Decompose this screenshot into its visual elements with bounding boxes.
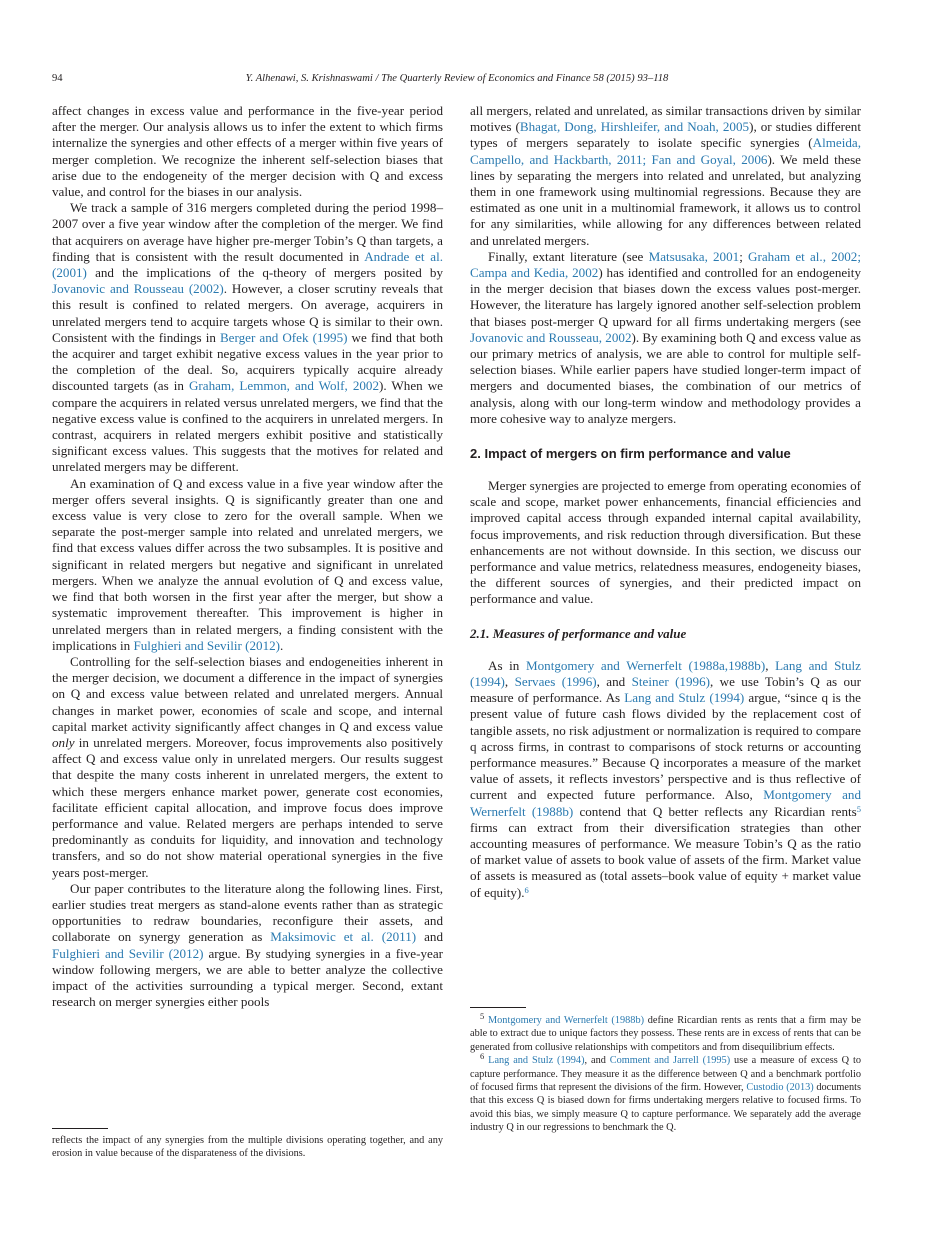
subsection-heading: 2.1. Measures of performance and value xyxy=(470,625,687,641)
text-run: use a measure of excess Q to capture performance. They measure it as the difference between Q and a benchmark portfolio of focused firms that represent the divisions of the firm. However, xyxy=(470,1055,861,1094)
text-run: and the implications of the q-theory of mergers posited by xyxy=(86,265,443,281)
text-run: Our paper contributes to the literature along the following lines. First, earlier studies treat mergers as stand-alone events rather than as strategic opportunities to redraw boundaries, reconfigure their assets, and collaborate on synergy generation as xyxy=(52,880,443,945)
paragraph: affect changes in excess value and performance in the five-year period after the merger. Our analysis allows us to infer the extent to which firms internalize the synergies and other effects of a merger within five years of merger completion. We recognize the inherent self-selection biases that arise due to the endogeneity of the merger decision with Q and excess value, and control for the biases in our analysis. xyxy=(52,103,443,200)
text-run: Controlling for the self-selection biases and endogeneities inherent in the merger decision, we document a difference in the impact of synergies on Q and excess value between related and unrelated mergers. Annual changes in market power, economies of scale and scope, and internal capital market activity significantly affect changes in Q and excess value xyxy=(52,653,443,734)
paragraph xyxy=(470,249,861,427)
text-run: and xyxy=(416,929,443,945)
left-column xyxy=(52,103,443,1010)
text-run: ; xyxy=(739,248,749,264)
footnote-ref-link[interactable]: 5 xyxy=(856,803,861,814)
footnote-number: 6 xyxy=(480,1050,485,1061)
page-header xyxy=(52,73,862,89)
citation-link[interactable]: Fulghieri and Sevilir (2012) xyxy=(133,637,281,653)
footnote-ref-link[interactable]: 6 xyxy=(524,884,529,895)
citation-link[interactable]: Graham et al., 2002; Campa and Kedia, 2002 xyxy=(470,248,861,281)
text-run: all mergers, related and unrelated, as similar transactions driven by similar motives ( xyxy=(470,103,861,135)
citation-link[interactable]: Comment and Jarrell (1995) xyxy=(609,1055,731,1067)
text-run: An examination of Q and excess value in a five year window after the merger offers several insights. Q is significantly greater than one and excess value is very close to zero for the overall sample. When we separate the post-merger sample into related and unrelated mergers, we find that excess values differ across the two subsamples. It is positive and significant in related mergers but negative and significant in unrelated mergers. When we analyze the annual evolution of Q and excess value, we find that both worsen in the first year after the merger, but show a systematic improvement thereafter. This improvement is higher in unrelated mergers than in related mergers, a finding consistent with the implications in xyxy=(52,475,443,653)
text-run: argue, “since q is the present value of future cash flows divided by the replacement cost of tangible assets, no risk adjustment or normalization is required to compare q across firms, in contrast to comparisons of stock returns or accounting performance measures.” Because Q incorporates a measure of the market value of assets, it reflects investors’ perspective and is thus reflective of current and expected future performance. Also, xyxy=(470,690,861,803)
text-run: ). When we compare the acquirers in related versus unrelated mergers, we find that the negative excess value is confined to the acquirers in unrelated mergers. In contrast, acquirers in related mergers exhibit positive and statistically significant excess values. This suggests that the motives for related and unrelated mergers may be different. xyxy=(52,378,443,475)
text-run: firms can extract from their diversification strategies than other accounting measures of performance. We measure Tobin’s Q as the ratio of market value of assets to book value of assets of the firm. Market value of assets is measured as (total assets–book value of equity + market value of equity). xyxy=(470,819,861,900)
citation-link[interactable]: Lang and Stulz (1994) xyxy=(470,657,861,689)
paragraph xyxy=(470,658,861,901)
right-column xyxy=(470,103,861,901)
citation-link[interactable]: Lang and Stulz (1994) xyxy=(624,690,745,706)
text-run: , xyxy=(765,657,776,673)
text-run: argue. By studying synergies in a five-year window following mergers, we are able to better analyze the collective impact of the activities surrounding a typical merger. Second, extant research on merger synergies either pools xyxy=(52,945,443,1010)
text-run: , and xyxy=(596,673,632,689)
citation-link[interactable]: Graham, Lemmon, and Wolf, 2002 xyxy=(188,378,380,394)
footnote-area-left xyxy=(52,1128,443,1161)
citation-link[interactable]: Montgomery and Wernerfelt (1988b) xyxy=(470,787,861,819)
citation-link[interactable]: Montgomery and Wernerfelt (1988b) xyxy=(488,1015,645,1026)
citation-link[interactable]: Lang and Stulz (1994) xyxy=(488,1055,585,1067)
citation-link[interactable]: Montgomery and Wernerfelt (1988a,1988b) xyxy=(525,657,766,673)
citation-link[interactable]: Steiner (1996) xyxy=(631,673,710,689)
text-run: documents that this excess Q is biased down for firms undertaking mergers relative to focused firms. To avoid this bias, we simply measure Q to capture performance. We separately add the average industry Q in our regressions to benchmark the Q. xyxy=(470,1082,861,1134)
citation-link[interactable]: Fulghieri and Sevilir (2012) xyxy=(52,945,204,961)
footnote-area-right xyxy=(470,1007,861,1135)
text-run: Finally, extant literature (see xyxy=(488,248,649,264)
citation-link[interactable]: Almeida, Campello, and Hackbarth, 2011; Fan and Goyal, 2006 xyxy=(470,135,861,167)
text-run: ). We meld these lines by separating the mergers into related and unrelated, but analyzing them in one framework using multinomial regressions. Because they are estimated as one unit in a multinomial framework, it allows us to control for any similarities, while allowing for any differences between related and unrelated mergers. xyxy=(470,151,861,248)
text-run: contend that Q better reflects any Ricardian rents xyxy=(573,803,857,819)
emphasis: only xyxy=(52,734,75,750)
citation-link[interactable]: Jovanovic and Rousseau, 2002 xyxy=(470,329,632,345)
text-run: ), or studies different types of mergers separately to isolate specific synergies ( xyxy=(470,119,861,151)
text-run: . However, a closer scrutiny reveals that this result is confined to related mergers. On average, acquirers in unrelated mergers tend to acquire targets whose Q is similar to their own. Consistent with the findings in xyxy=(52,281,443,345)
citation-link[interactable]: Servaes (1996) xyxy=(514,673,597,689)
text-run: ). By examining both Q and excess value as our primary metrics of analysis, we are able to control for multiple self-selection biases. While earlier papers have studied longer-term impact of mergers and documented biases, the combination of our metrics of analysis, along with our long-term window and methodology provides a more cohesive way to analyze mergers. xyxy=(470,329,862,426)
section-heading: 2. Impact of mergers on firm performance and value xyxy=(470,446,791,462)
paragraph xyxy=(52,654,443,881)
text-run: we find that both the acquirer and target exhibit negative excess values in the year prior to the completion of the deal. So, acquirers typically acquire already discounted targets (as in xyxy=(52,329,443,394)
paragraph: Merger synergies are projected to emerge from operating economies of scale and scope, market power enhancements, financial efficiencies and improved capital access through expanded internal capital availability, focus improvements, and risk reduction through diversification. But these enhancements are not without downside. In this section, we discuss our performance and value metrics, relatedness measures, endogeneity biases, the different sources of synergies, and their predicted impact on performance and value. xyxy=(470,478,861,607)
paragraph xyxy=(470,103,861,249)
paragraph xyxy=(52,200,443,475)
text-run: , and xyxy=(584,1055,610,1067)
text-run: . xyxy=(280,637,284,653)
footnote-continuation: reflects the impact of any synergies from the multiple divisions operating together, and any erosion in value because of the disparateness of the divisions. xyxy=(52,1135,443,1160)
citation-link[interactable]: Maksimovic et al. (2011) xyxy=(270,929,417,945)
text-run: ) has identified and controlled for an endogeneity in the merger decision that biases down the excess values post-merger. However, the literature has largely ignored another self-selection problem that biases post-merger Q upward for all firms undertaking mergers (see xyxy=(470,265,861,329)
running-head: Y. Alhenawi, S. Krishnaswami / The Quarterly Review of Economics and Finance 58 (2015) 93–118 xyxy=(245,73,669,84)
footnote-rule xyxy=(52,1128,108,1129)
citation-link[interactable]: Berger and Ofek (1995) xyxy=(219,329,348,345)
text-run: , xyxy=(504,673,515,689)
citation-link[interactable]: Jovanovic and Rousseau (2002) xyxy=(52,281,224,297)
text-run: define Ricardian rents as rents that a firm may be able to extract due to unique factors they possess. These rents are in excess of rents that can be generated from collusive relationships with competitors and from disequilibrium effects. xyxy=(470,1015,861,1053)
citation-link[interactable]: Custodio (2013) xyxy=(746,1082,814,1094)
citation-link[interactable]: Andrade et al. (2001) xyxy=(52,248,443,281)
page-number: 94 xyxy=(52,73,63,84)
text-run: in unrelated mergers. Moreover, focus improvements also positively affect Q and excess value only in unrelated mergers. Our results suggest that despite the many costs inherent in unrelated mergers, the extent to which these mergers enhance market power, generate cost economies, facilitate efficient capital allocation, and improve focus does improve performance and value. Related mergers are perhaps intended to serve predominantly as conduits for liquidity, and innovation and technology transfers, and so do not show material operational synergies in the five years post-merger. xyxy=(52,734,443,880)
footnote-5 xyxy=(470,1010,861,1054)
footnote-number: 5 xyxy=(480,1010,485,1021)
text-run: We track a sample of 316 mergers completed during the period 1998–2007 over a five year window after the completion of the merger. We find that acquirers on average have higher pre-merger Tobin’s Q than targets, a finding that is consistent with the result documented in xyxy=(52,200,443,264)
text-run: , we use Tobin’s Q as our measure of performance. As xyxy=(470,673,862,706)
footnote-6 xyxy=(470,1050,861,1134)
citation-link[interactable]: Matsusaka, 2001 xyxy=(648,248,740,264)
paragraph xyxy=(52,476,443,654)
text-run: As in xyxy=(488,657,526,673)
footnote-rule xyxy=(470,1007,526,1008)
paragraph xyxy=(52,881,443,1011)
citation-link[interactable]: Bhagat, Dong, Hirshleifer, and Noah, 2005 xyxy=(519,119,750,135)
